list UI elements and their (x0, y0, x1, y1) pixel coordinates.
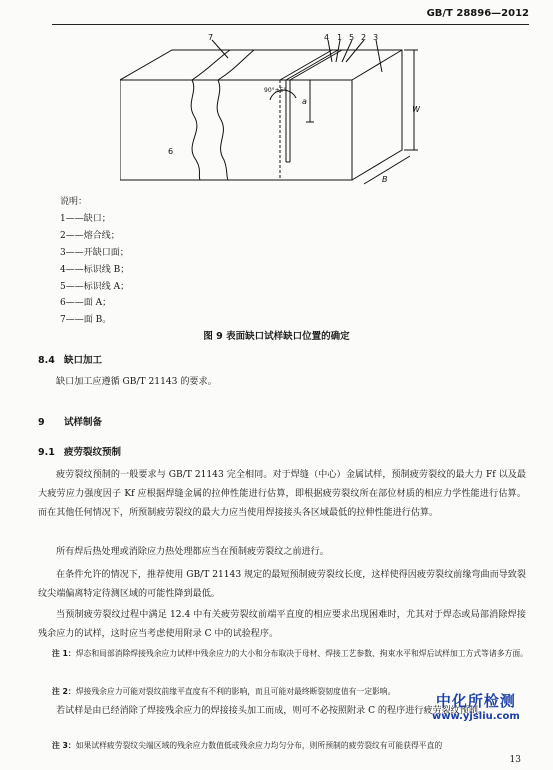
legend-item: 1——缺口； (60, 213, 111, 224)
legend-item: 5——标识线 A； (60, 281, 130, 292)
paragraph-2: 所有焊后热处理或消除应力热处理都应当在预制疲劳裂纹之前进行。 (56, 547, 329, 557)
section-8-4-body: 缺口加工应遵循 GB/T 21143 的要求。 (56, 377, 217, 387)
dim-w-label: W (412, 105, 420, 114)
section-title: 试样制备 (64, 417, 103, 428)
section-9-1-heading (38, 444, 121, 458)
note-text: 如果试样疲劳裂纹尖端区域的残余应力数值低或残余应力均匀分布，则所预制的疲劳裂纹有可能获得平直的 (75, 741, 443, 750)
dim-b-label: B (382, 175, 388, 184)
section-8-4-heading (38, 352, 102, 366)
top-right-edges (120, 50, 402, 180)
legend-title: 说明： (60, 197, 88, 207)
note-text: 焊态和局部消除焊接残余应力试样中残余应力的大小和分布取决于母材、焊接工艺参数、拘束水平和焊后试样加工方式等诸多方面。 (75, 649, 528, 658)
dim-a-label: a (302, 97, 307, 106)
callout-7: 7 (208, 33, 214, 42)
section-number: 9 (38, 417, 45, 428)
watermark-title: 中化所检测 (435, 692, 516, 710)
note-label: 注 2： (52, 687, 76, 696)
standard-number: GB/T 28896—2012 (426, 8, 529, 19)
note-label: 注 1： (52, 649, 76, 658)
watermark (432, 690, 520, 722)
note-1 (52, 644, 530, 663)
section-number: 9.1 (38, 447, 55, 458)
figure-9-drawing (120, 32, 420, 190)
section-title: 疲劳裂纹预制 (64, 447, 122, 458)
section-number: 8.4 (38, 355, 55, 366)
legend-item: 6——面 A； (60, 298, 112, 309)
header-rule (52, 24, 529, 25)
legend-item: 2——熔合线； (60, 230, 120, 241)
callout-3: 3 (373, 33, 379, 42)
legend-item: 3——开缺口面； (60, 247, 129, 258)
angle-label: 90°±5° (264, 87, 287, 94)
callout-5: 5 (349, 33, 355, 42)
figure-legend (60, 194, 129, 329)
figure-caption: 图 9 表面缺口试样缺口位置的确定 (203, 331, 350, 342)
note-label: 注 3： (52, 741, 76, 750)
front-face (120, 80, 352, 180)
callout-6: 6 (168, 147, 174, 156)
paragraph-3: 在条件允许的情况下，推荐使用 GB/T 21143 规定的最短预制疲劳裂纹长度，这样使得因疲劳裂纹前缘弯曲而导致裂纹尖端偏离特定待测区域的可能性降到最低。 (38, 570, 526, 599)
paragraph-1: 疲劳裂纹预制的一般要求与 GB/T 21143 完全相同。对于焊缝（中心）金属试样，预制疲劳裂纹的最大力 Ff 以及最大疲劳应力强度因子 Kf 应根据焊缝金属的拉伸性能进行估算，即根据疲劳裂纹所在部位材质的相应力学性能进行估算。而在其他任何情况下，所预制疲劳裂纹的最大力应当使用焊接接头各区域最低的拉伸性能进行估算。 (38, 470, 526, 518)
paragraph-5: 若试样是由已经消除了焊接残余应力的焊接接头加工而成，则可不必按照附录 C 的程序进行疲劳裂纹预制。 (56, 706, 488, 716)
legend-item: 7——面 B。 (60, 315, 112, 326)
note-text: 焊接残余应力可能对裂纹前缘平直度有不利的影响，而且可能对最终断裂韧度值有一定影响。 (75, 687, 396, 696)
fusion-line-left (191, 80, 200, 180)
paragraph-4: 当预制疲劳裂纹过程中满足 12.4 中有关疲劳裂纹前端平直度的相应要求出现困难时，尤其对于焊态或局部消除焊接残余应力的试样，这时应当考虑使用附录 C 中的试验程序。 (38, 610, 526, 639)
section-title: 缺口加工 (64, 355, 103, 366)
page-number: 13 (509, 755, 521, 765)
callout-1: 1 (337, 33, 343, 42)
callout-2: 2 (361, 33, 367, 42)
watermark-url: www.yjsliu.com (432, 711, 520, 722)
callout-4: 4 (324, 33, 330, 42)
note-3 (52, 736, 530, 755)
legend-item: 4——标识线 B； (60, 264, 130, 275)
section-9-heading (38, 414, 102, 428)
